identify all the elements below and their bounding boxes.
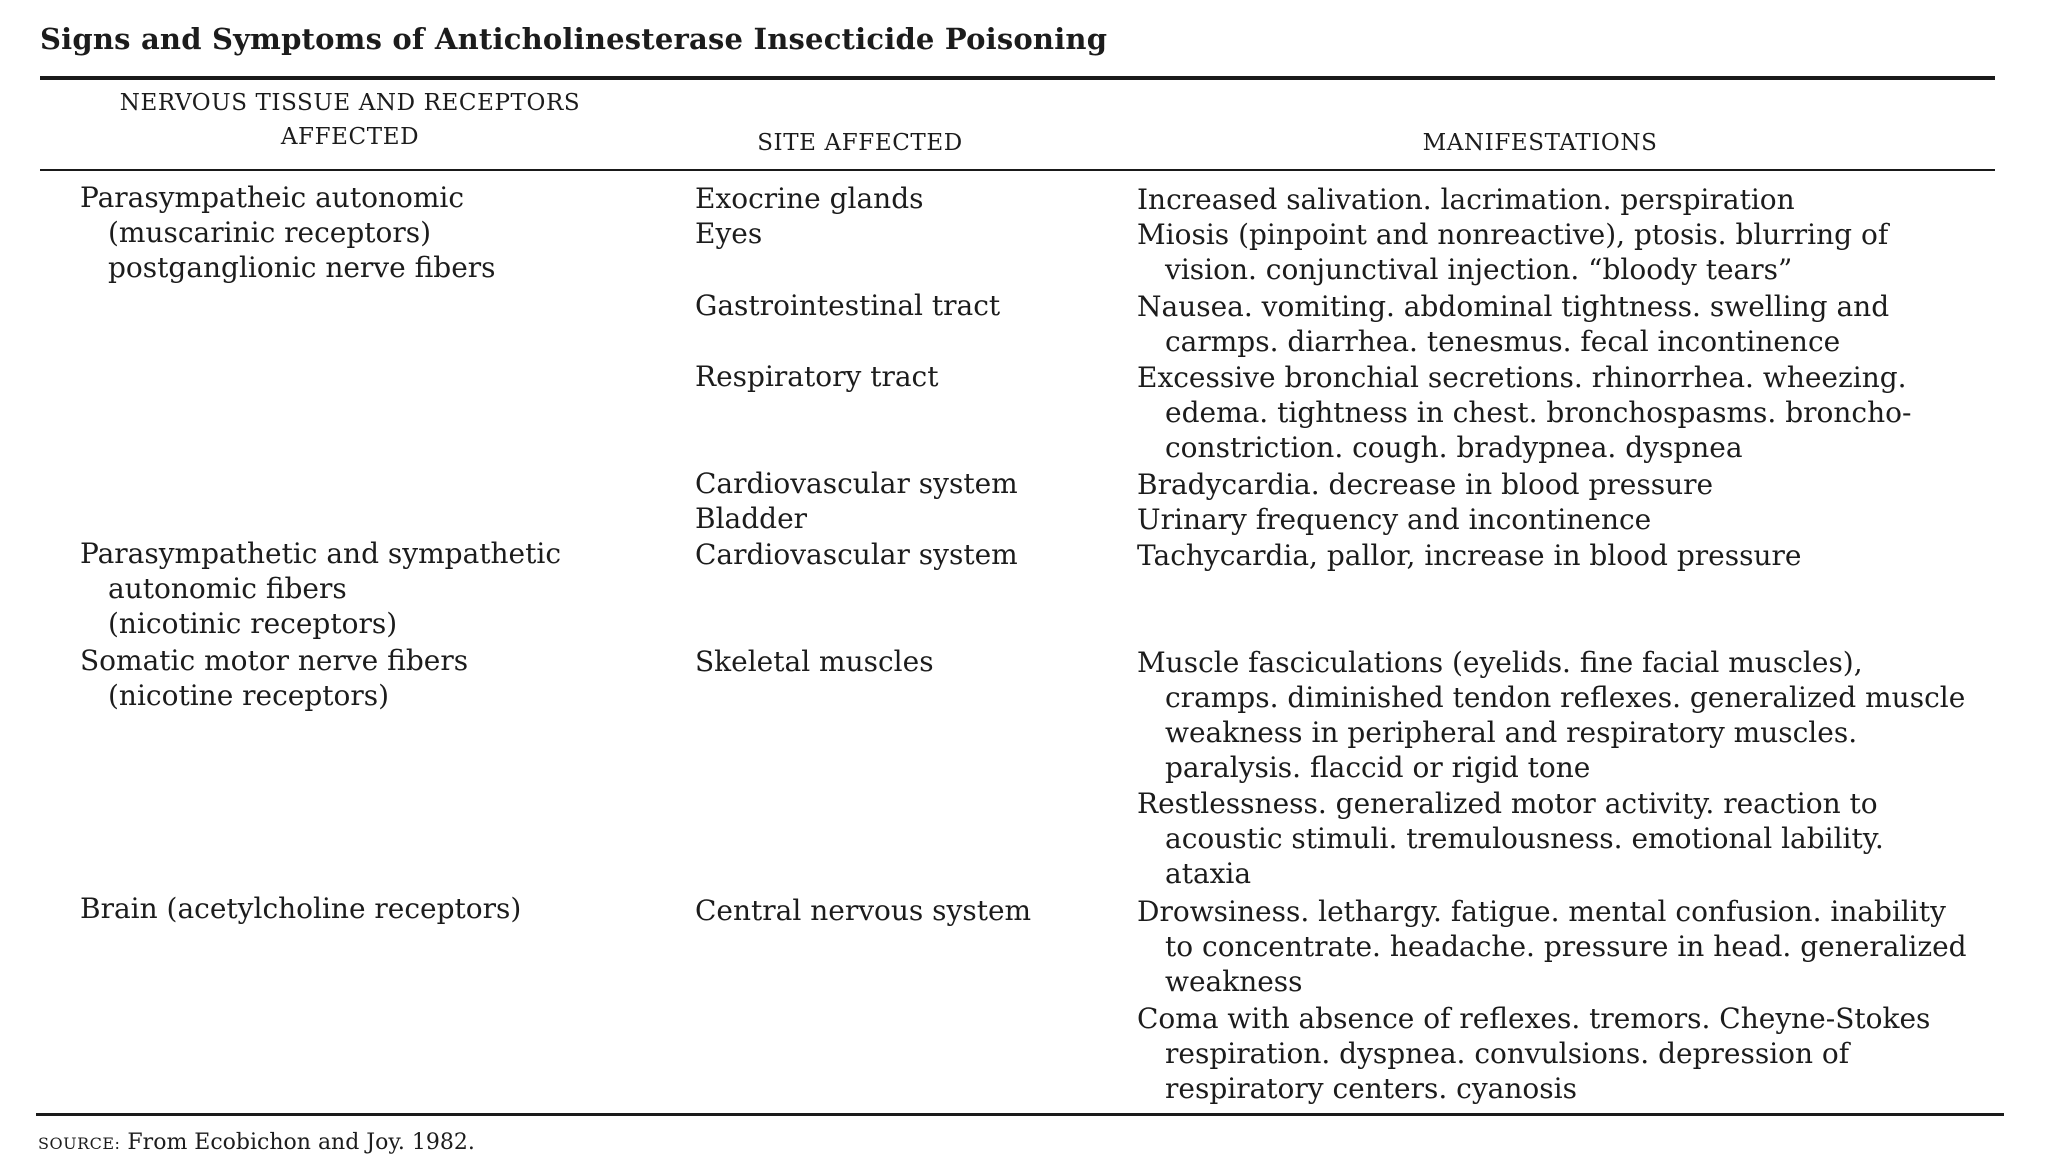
manifestation-line: constriction. cough. bradypnea. dyspnea xyxy=(1165,431,1743,464)
manifestation-line: ataxia xyxy=(1165,857,1252,890)
manifestation-cell xyxy=(1137,1001,1930,1106)
manifestation-line: vision. conjunctival injection. “bloody tears” xyxy=(1165,253,1793,286)
column-header-tissue-line1: NERVOUS TISSUE AND RECEPTORS xyxy=(119,90,581,116)
header-rule xyxy=(40,169,1995,171)
site-cell: Cardiovascular system xyxy=(695,467,1018,500)
tissue-cell xyxy=(80,891,521,926)
manifestation-cell xyxy=(1137,786,1884,891)
manifestation-line: Bradycardia. decrease in blood pressure xyxy=(1137,468,1714,501)
tissue-line: (nicotinic receptors) xyxy=(108,607,398,640)
manifestation-line: paralysis. flaccid or rigid tone xyxy=(1165,751,1591,784)
tissue-line: autonomic fibers xyxy=(108,572,347,605)
manifestation-line: weakness xyxy=(1165,965,1303,998)
manifestation-cell xyxy=(1137,894,1967,999)
manifestation-line: Urinary frequency and incontinence xyxy=(1137,503,1652,536)
manifestation-line: Drowsiness. lethargy. fatigue. mental confusion. inability xyxy=(1137,895,1946,928)
tissue-cell xyxy=(80,643,468,713)
tissue-line: (nicotine receptors) xyxy=(108,679,390,712)
manifestation-cell xyxy=(1137,360,1911,465)
source-note xyxy=(38,1130,475,1155)
manifestation-cell xyxy=(1137,502,1651,537)
tissue-cell xyxy=(80,536,561,641)
manifestation-line: edema. tightness in chest. bronchospasms. broncho- xyxy=(1165,396,1912,429)
tissue-line: Somatic motor nerve fibers xyxy=(80,644,469,677)
column-header-site: SITE AFFECTED xyxy=(757,130,963,156)
top-rule xyxy=(40,76,1995,80)
manifestation-line: carmps. diarrhea. tenesmus. fecal incontinence xyxy=(1165,325,1841,358)
manifestation-cell xyxy=(1137,182,1795,217)
manifestation-line: Restlessness. generalized motor activity. reaction to xyxy=(1137,787,1878,820)
site-cell: Bladder xyxy=(695,502,808,535)
manifestation-cell xyxy=(1137,289,1889,359)
site-cell: Exocrine glands xyxy=(695,182,924,215)
column-header-tissue-line2: AFFECTED xyxy=(280,124,420,150)
manifestation-line: cramps. diminished tendon reflexes. generalized muscle xyxy=(1165,681,1966,714)
tissue-cell xyxy=(80,180,496,285)
bottom-rule xyxy=(36,1113,2004,1116)
source-text: From Ecobichon and Joy. 1982. xyxy=(127,1130,475,1155)
manifestation-cell xyxy=(1137,645,1965,785)
site-cell: Cardiovascular system xyxy=(695,538,1018,571)
manifestation-line: weakness in peripheral and respiratory muscles. xyxy=(1165,716,1858,749)
manifestation-line: Muscle fasciculations (eyelids. fine facial muscles), xyxy=(1137,646,1863,679)
tissue-line: Brain (acetylcholine receptors) xyxy=(80,892,522,925)
site-cell: Eyes xyxy=(695,217,763,250)
manifestation-line: Excessive bronchial secretions. rhinorrhea. wheezing. xyxy=(1137,361,1907,394)
site-cell: Skeletal muscles xyxy=(695,645,934,678)
manifestation-line: Increased salivation. lacrimation. perspiration xyxy=(1137,183,1795,216)
site-cell: Central nervous system xyxy=(695,894,1032,927)
manifestation-line: to concentrate. headache. pressure in head. generalized xyxy=(1165,930,1967,963)
tissue-line: Parasympatheic autonomic xyxy=(80,181,465,214)
manifestation-cell xyxy=(1137,467,1713,502)
manifestation-cell xyxy=(1137,217,1888,287)
column-header-tissue xyxy=(40,86,660,154)
manifestation-line: respiratory centers. cyanosis xyxy=(1165,1072,1577,1105)
manifestation-line: Miosis (pinpoint and nonreactive), ptosis. blurring of xyxy=(1137,218,1889,251)
tissue-line: postganglionic nerve fibers xyxy=(108,251,496,284)
source-label: SOURCE: xyxy=(38,1134,121,1153)
table-title: Signs and Symptoms of Anticholinesterase Insecticide Poisoning xyxy=(40,22,1108,56)
column-header-manifestations: MANIFESTATIONS xyxy=(1422,130,1658,156)
tissue-line: Parasympathetic and sympathetic xyxy=(80,537,562,570)
manifestation-line: respiration. dyspnea. convulsions. depression of xyxy=(1165,1037,1850,1070)
tissue-line: (muscarinic receptors) xyxy=(108,216,432,249)
site-cell: Gastrointestinal tract xyxy=(695,289,1001,322)
manifestation-cell xyxy=(1137,538,1801,573)
manifestation-line: Nausea. vomiting. abdominal tightness. swelling and xyxy=(1137,290,1890,323)
manifestation-line: Tachycardia, pallor, increase in blood pressure xyxy=(1137,539,1802,572)
site-cell: Respiratory tract xyxy=(695,360,939,393)
manifestation-line: acoustic stimuli. tremulousness. emotional lability. xyxy=(1165,822,1884,855)
manifestation-line: Coma with absence of reflexes. tremors. Cheyne-Stokes xyxy=(1137,1002,1931,1035)
